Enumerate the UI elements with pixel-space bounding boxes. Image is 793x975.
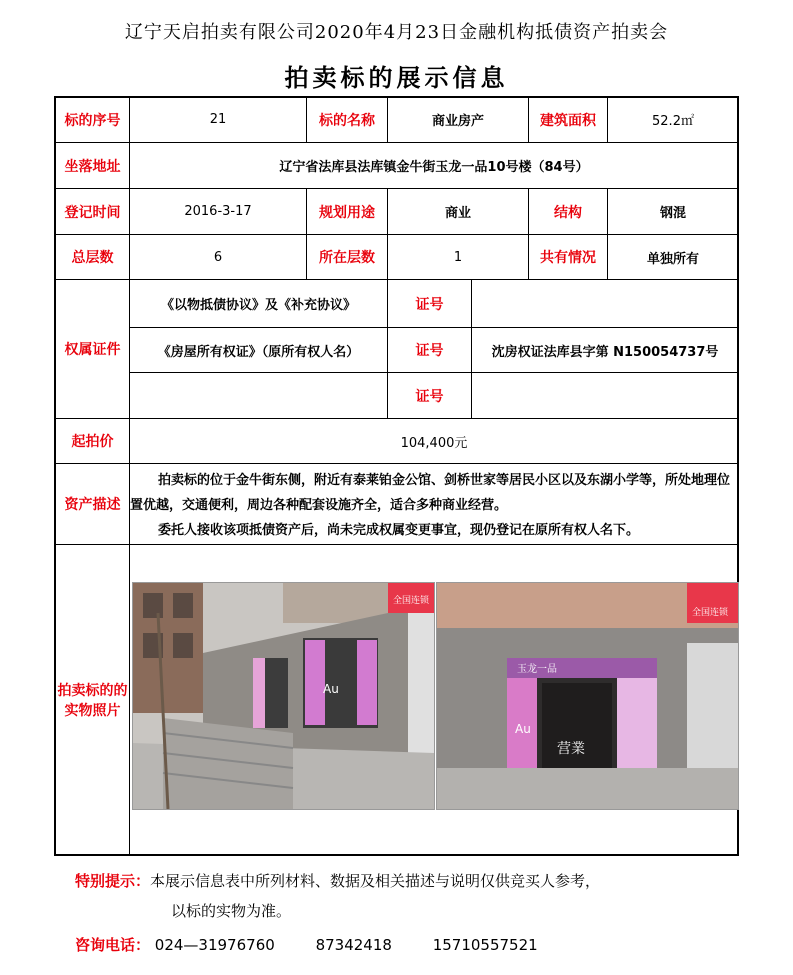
photos-label [56,545,129,855]
special-notice [75,866,755,926]
floor-value: 1 [453,249,463,265]
notice-line1: 本展示信息表中所列材料、数据及相关描述与说明仅供竞买人参考， [150,872,601,890]
cert-no-3 [472,373,738,418]
property-photo-2 [436,582,739,810]
svg-text:Au: Au [323,682,339,696]
svg-text:全国连锁: 全国连锁 [393,596,430,606]
phone-1: 024—31976760 [154,936,275,954]
total-floors-label: 总层数 [71,250,114,266]
page-title: 拍卖标的展示信息 [284,63,509,92]
ownership-label: 权属证件 [64,342,121,358]
description-text [130,468,738,543]
phone-2: 87342418 [315,936,392,954]
contact-phones [75,934,574,955]
floor-label: 所在层数 [319,250,375,266]
structure-value: 钢混 [659,206,686,221]
name-label: 标的名称 [319,112,375,129]
name-value: 商业房产 [431,114,484,129]
cert-label-2: 证号 [415,343,444,359]
cert-no-2: 沈房权证法库县字第 N150054737号 [491,344,719,360]
cert-label-3: 证号 [415,388,444,405]
serial-label: 标的序号 [64,112,121,129]
photos-label-line1: 拍卖标的的 [57,683,128,699]
area-value: 52.2㎡ [652,114,694,129]
ownership-doc-2: 《房屋所有权证》（原所有权人名） [157,344,360,360]
cert-label-1: 证号 [415,296,444,313]
description-label: 资产描述 [64,497,121,513]
location-label: 坐落地址 [64,158,121,175]
phone-3: 15710557521 [432,936,538,954]
share-value: 单独所有 [646,251,699,267]
reg-time-label: 登记时间 [64,204,121,221]
area-label: 建筑面积 [540,112,596,129]
description-para-1: 拍卖标的位于金牛街东侧，附近有泰莱铂金公馆、剑桥世家等居民小区以及东湖小学等，所处地理位置优越，交通便利，周边各种配套设施齐全，适合多种商业经营。 [130,473,731,513]
property-photo-1 [132,582,435,810]
svg-text:Au: Au [515,722,531,736]
svg-text:全国连锁: 全国连锁 [692,608,729,618]
ownership-doc-3 [130,373,387,418]
serial-value: 21 [209,112,227,127]
structure-label: 结构 [554,204,582,221]
cert-no-1 [472,280,738,327]
start-price-value: 104,400元 [400,435,468,451]
svg-text:玉龙一品: 玉龙一品 [517,664,557,675]
share-label: 共有情况 [540,250,596,266]
location-value: 辽宁省法库县法库镇金牛街玉龙一品10号楼（84号） [279,160,589,175]
reg-time-value: 2016-3-17 [184,204,252,219]
description-para-2: 委托人接收该项抵债资产后，尚未完成权属变更事宜，现仍登记在原所有权人名下。 [158,523,640,538]
notice-label: 特别提示： [75,872,151,890]
total-floors-value: 6 [213,249,223,265]
notice-line2: 以标的实物为准。 [171,902,292,920]
usage-value: 商业 [444,206,471,221]
auction-header: 辽宁天启拍卖有限公司2020年4月23日金融机构抵债资产拍卖会 [124,22,669,43]
photos-label-line2: 实物照片 [64,703,121,719]
contact-label: 咨询电话： [75,936,151,954]
ownership-doc-1: 《以物抵债协议》及《补充协议》 [160,298,356,313]
usage-label: 规划用途 [319,204,375,221]
start-price-label: 起拍价 [71,434,114,450]
svg-text:营業: 营業 [557,741,585,757]
